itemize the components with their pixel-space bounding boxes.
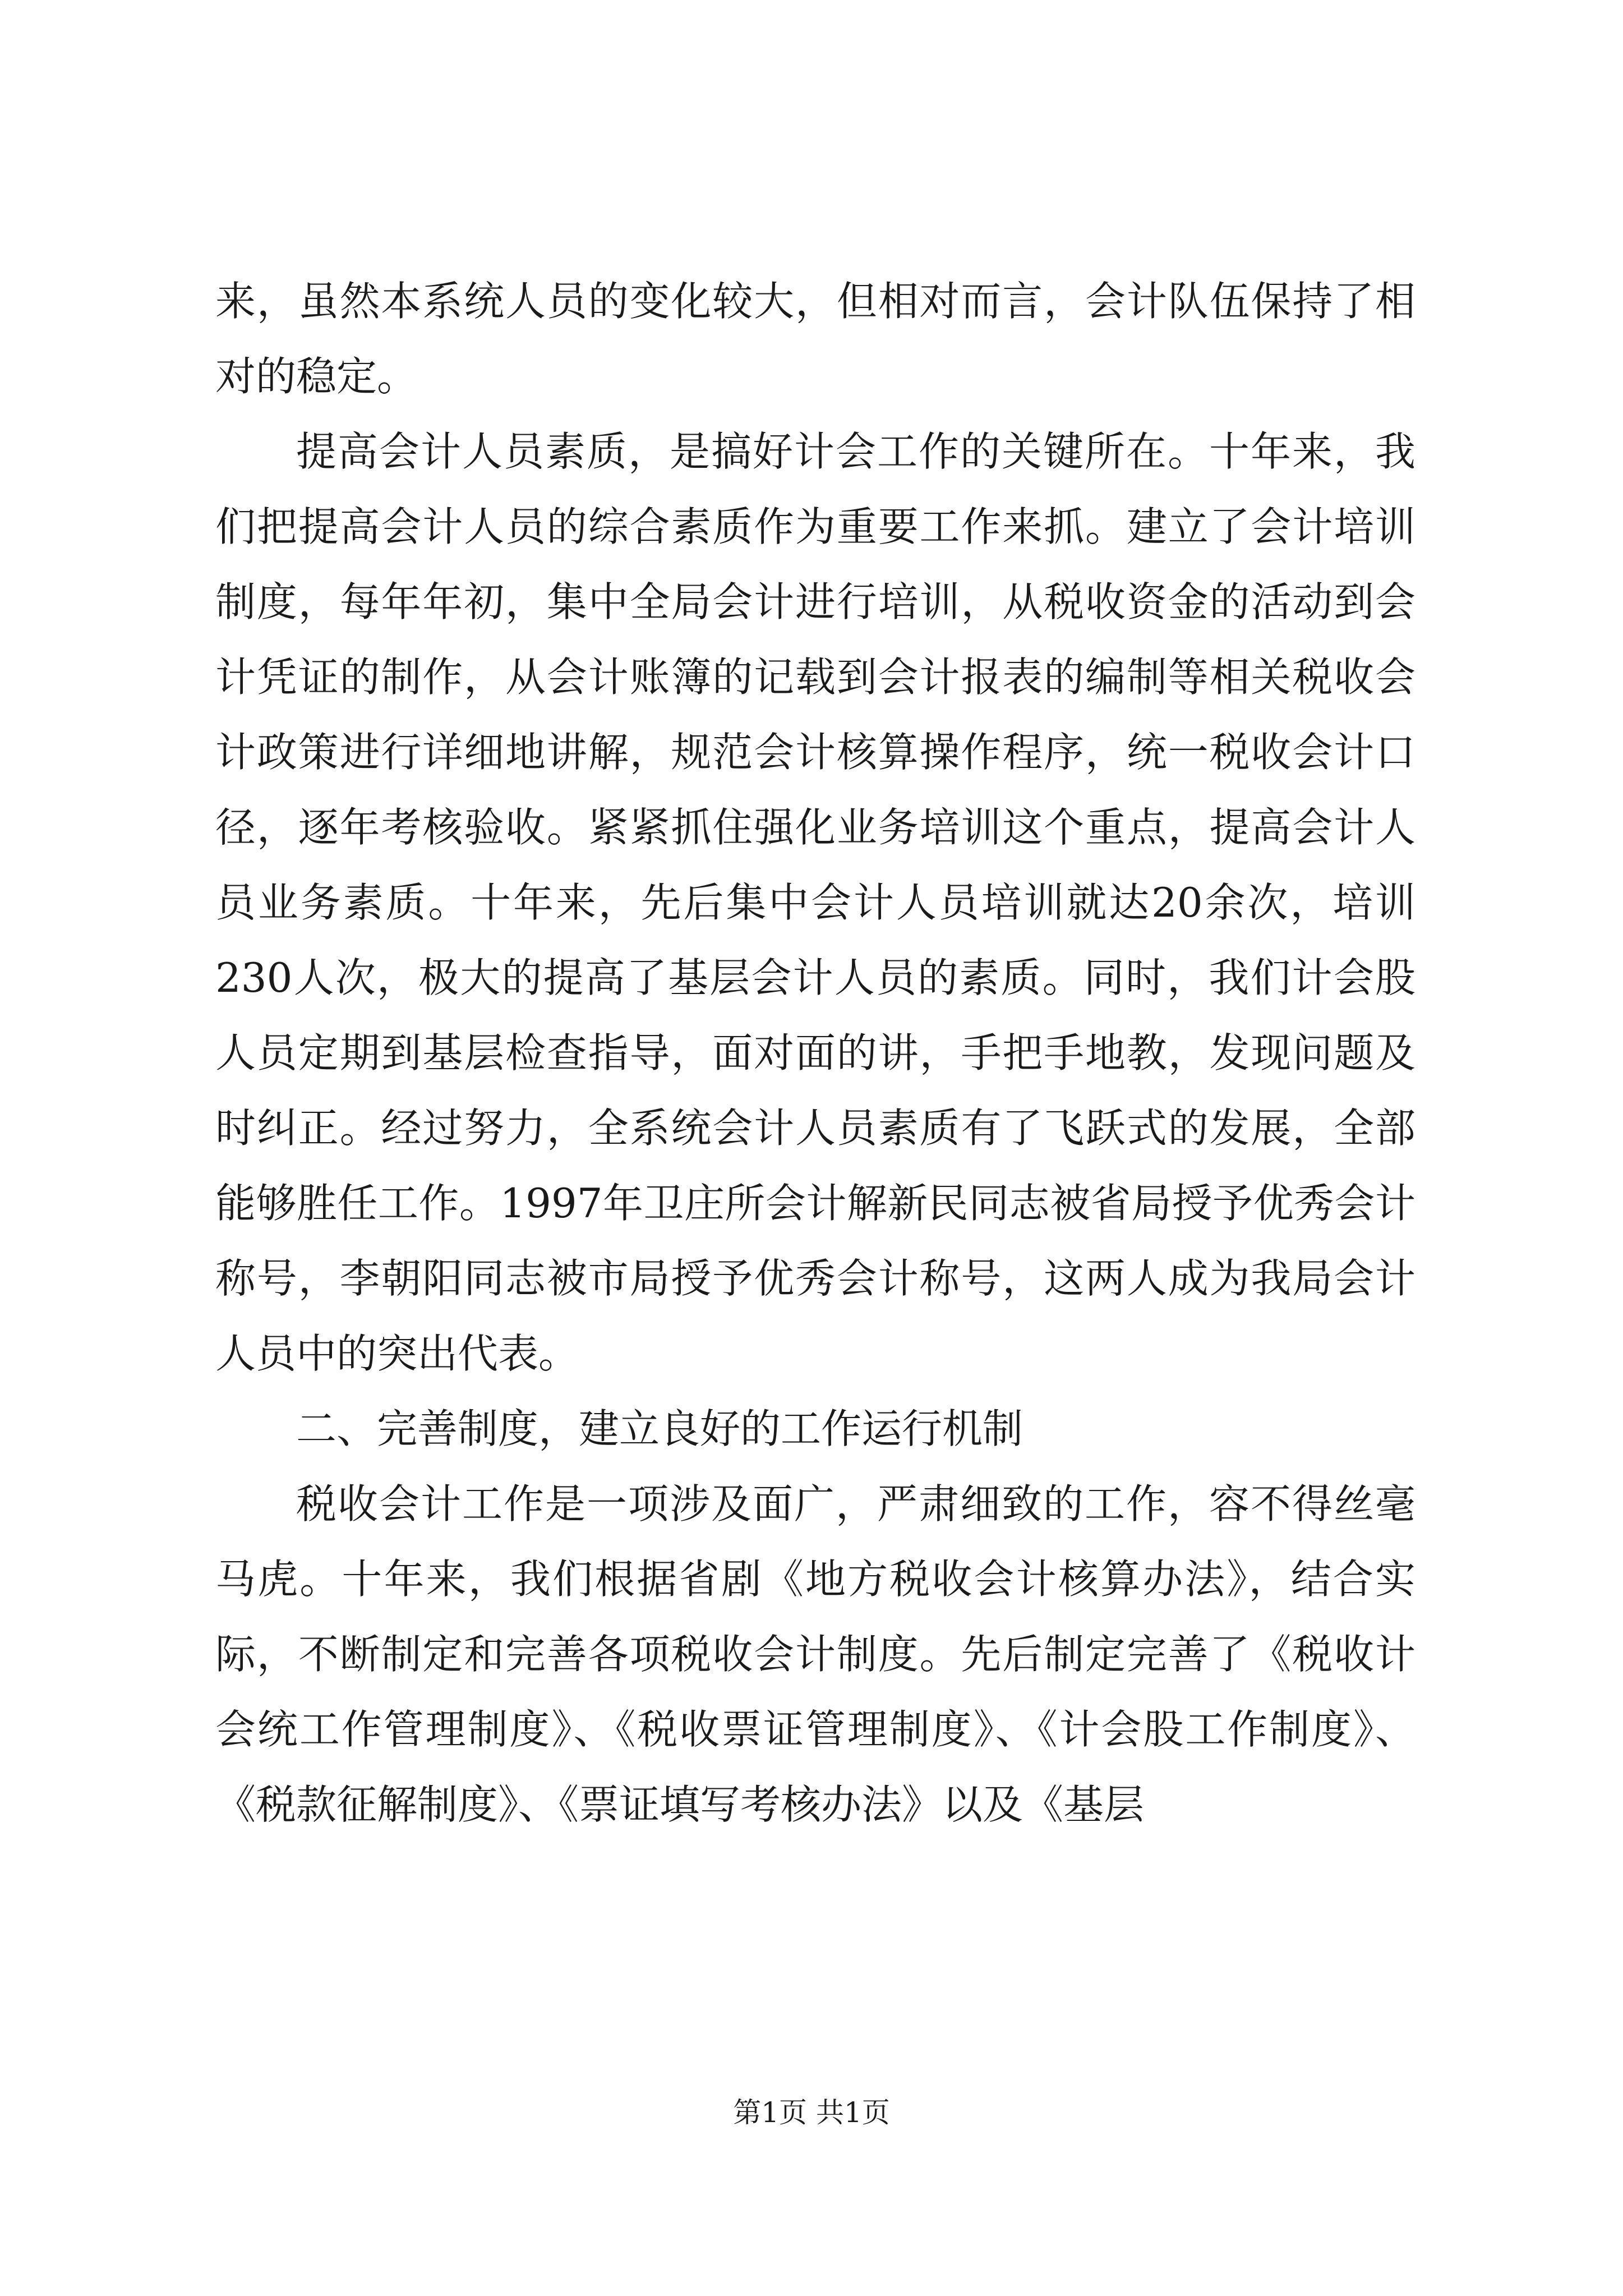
paragraph-accountant-quality: 提高会计人员素质，是搞好计会工作的关键所在。十年来，我们把提高会计人员的综合素质作为重要工作来抓。建立了会计培训制度，每年年初，集中全局会计进行培训，从税收资金的活动到会计凭证的制作，从会计账簿的记载到会计报表的编制等相关税收会计政策进行详细地讲解，规范会计核算操作程序，统一税收会计口径，逐年考核验收。紧紧抓住强化业务培训这个重点，提高会计人员业务素质。十年来，先后集中会计人员培训就达20余次，培训230人次，极大的提高了基层会计人员的素质。同时，我们计会股人员定期到基层检查指导，面对面的讲，手把手地教，发现问题及时纠正。经过努力，全系统会计人员素质有了飞跃式的发展，全部能够胜任工作。1997年卫庄所会计解新民同志被省局授予优秀会计称号，李朝阳同志被市局授予优秀会计称号，这两人成为我局会计人员中的突出代表。 — [215, 428, 1415, 1377]
page-number-footer: 第1页 共1页 — [733, 2096, 890, 2129]
document-body — [215, 264, 1415, 1842]
paragraph-continuation: 来，虽然本系统人员的变化较大，但相对而言，会计队伍保持了相对的稳定。 — [215, 278, 1415, 400]
paragraph-system-rules: 税收会计工作是一项涉及面广，严肃细致的工作，容不得丝毫马虎。十年来，我们根据省剧《地方税收会计核算办法》，结合实际，不断制定和完善各项税收会计制度。先后制定完善了《税收计会统工作管理制度》、《税收票证管理制度》、《计会股工作制度》、《税款征解制度》、《票证填写考核办法》以及《基层 — [215, 1480, 1415, 1828]
section-heading: 二、完善制度，建立良好的工作运行机制 — [296, 1405, 1023, 1452]
